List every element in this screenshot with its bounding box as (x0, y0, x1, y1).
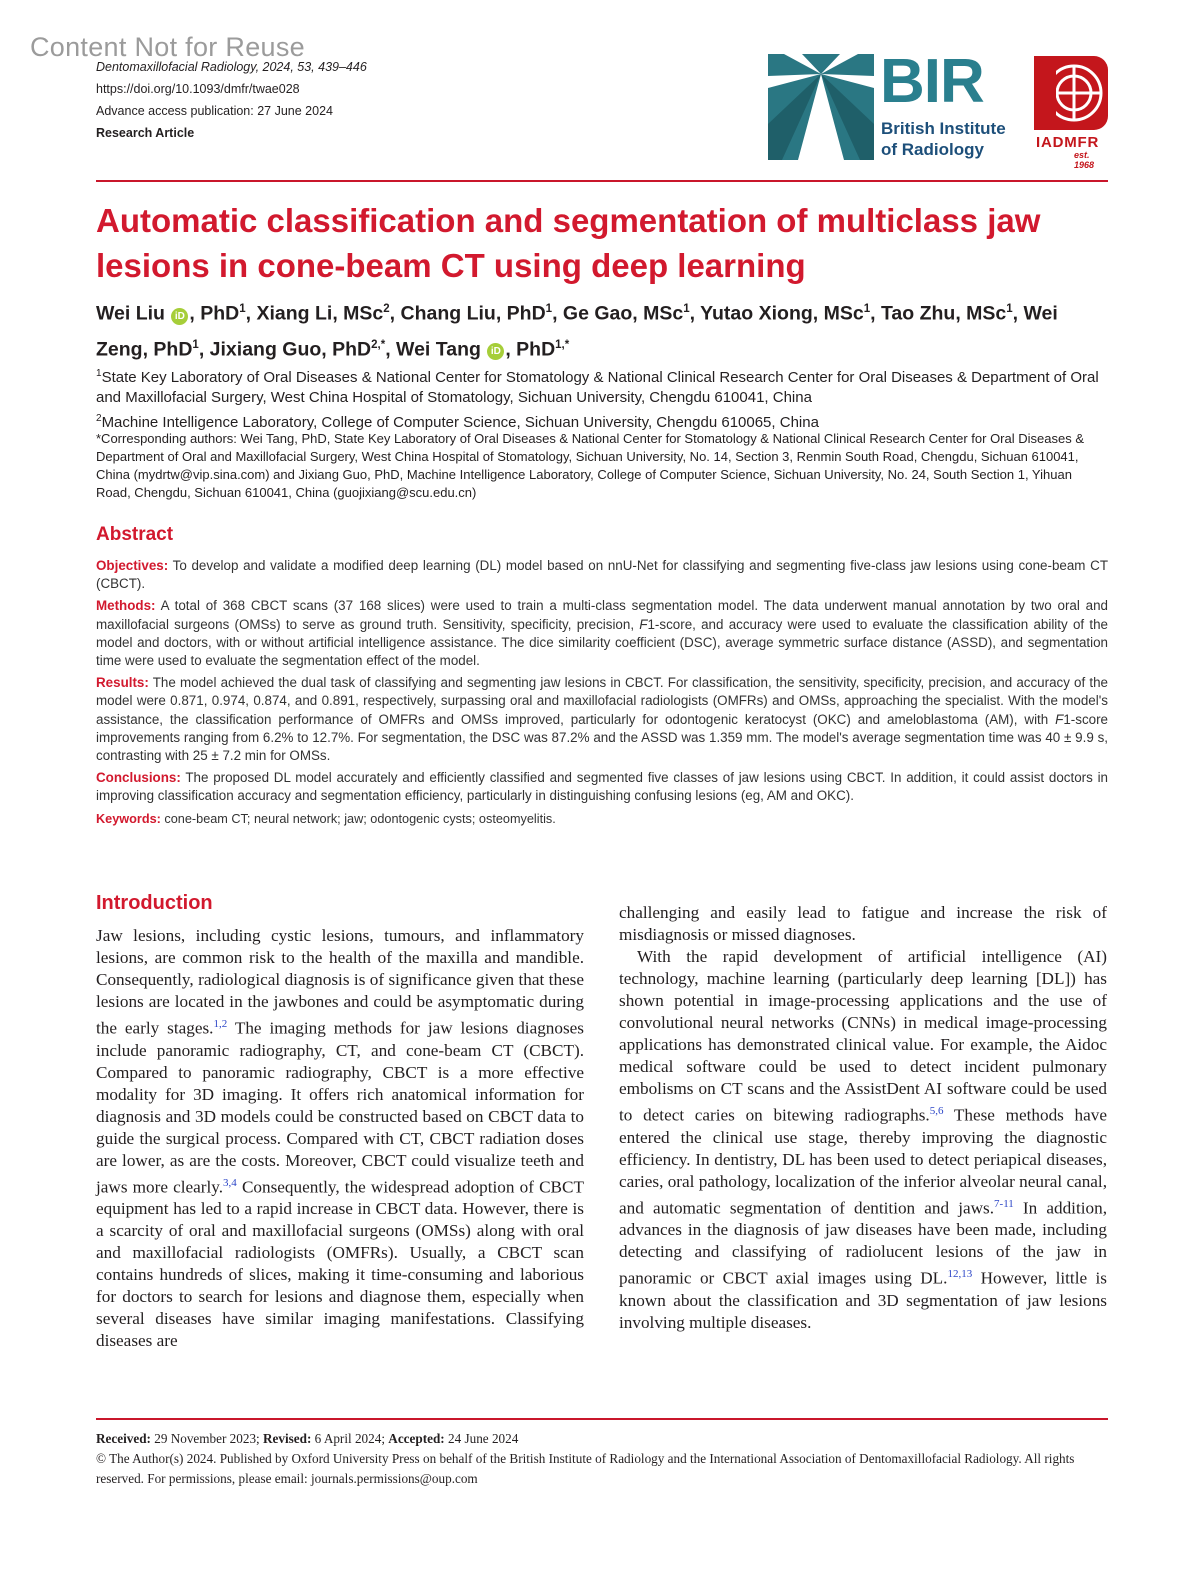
introduction-left-column (96, 925, 584, 1352)
watermark: Content Not for Reuse (30, 32, 305, 62)
affiliation-1: $^1$State Key Laboratory of Oral Diseases & National Center for Stomatology & National Clinical Research Center for Oral Diseases & Department of Oral and Maxillofacial Surgery, West China Hospital of Stomatology, Sichuan University, Chengdu 610041, China (96, 368, 1099, 407)
abstract-objectives: Objectives: To develop and validate a modified deep learning (DL) model based on nnU-Net for classifying and segmenting five-class jaw lesions using cone-beam CT (CBCT). (96, 558, 1108, 592)
advance-access-date: Advance access publication: 27 June 2024 (96, 104, 333, 118)
iadmfr-logo-est: est. 1968 (1074, 150, 1095, 170)
header-divider (96, 180, 1108, 182)
intro-paragraph: challenging and easily lead to fatigue and increase the risk of misdiagnosis or missed diagnoses. (619, 903, 1107, 944)
abstract-heading: Abstract (96, 524, 174, 545)
publisher-logos (768, 47, 1108, 170)
journal-citation: Dentomaxillofacial Radiology, 2024, 53, 439–446 (96, 60, 367, 74)
orcid-icon[interactable]: iD (487, 343, 504, 360)
affiliation-2: $^2$Machine Intelligence Laboratory, College of Computer Science, Sichuan University, Chengdu 610065, China (96, 412, 819, 431)
article-footer (96, 1429, 1108, 1489)
introduction-right-column (619, 902, 1107, 1334)
intro-paragraph: With the rapid development of artificial intelligence (AI) technology, machine learning (particularly deep learning [DL]) has shown potential in image-processing applications and the use of convolutional neural networks (CNNs) in medical image-processing applications has demonstrated clinical value. For example, the Aidoc medical software could be used to detect incident pulmonary embolisms on CT scans and the AssistDent AI software could be used to detect caries on bitewing radiographs.$^{5,6}$ These methods have entered the clinical use stage, thereby improving the diagnostic efficiency. In dentistry, DL has been used to detect periapical diseases, caries, oral pathology, localization of the inferior alveolar neural canal, and automatic segmentation of dentition and jaws.$^{7-11}$ In addition, advances in the diagnosis of jaw diseases have been made, including detecting and classifying of radiolucent lesions of the jaw in panoramic or CBCT axial images using DL.$^{12,13}$ However, little is known about the classification and 3D segmentation of jaw lesions involving multiple diseases. (619, 947, 1107, 1333)
author-list: Wei Liu iD , PhD$^1$, Xiang Li, MSc$^2$, Chang Liu, PhD$^1$, Ge Gao, MSc$^1$, Yutao Xiong, MSc$^1$, Tao Zhu, MSc$^1$, Wei Zeng, PhD$^1$, Jixiang Guo, PhD$^{2,*}$, Wei Tang iD , PhD$^{1,*}$ (96, 302, 1058, 360)
abstract-keywords: Keywords: cone-beam CT; neural network; jaw; odontogenic cysts; osteomyelitis. (96, 811, 556, 826)
intro-paragraph: Jaw lesions, including cystic lesions, tumours, and inflammatory lesions, are common risk to the health of the maxilla and mandible. Consequently, radiological diagnosis is of significance given that these lesions are located in the jawbones and could be asymptomatic during the early stages.$^{1,2}$ The imaging methods for jaw lesions diagnoses include panoramic radiography, CT, and cone-beam CT (CBCT). Compared to panoramic radiography, CBCT is a more effective modality for 3D imaging. It offers rich anatomical information for diagnosis and 3D models could be constructed based on CBCT data to guide the surgical process. Compared with CT, CBCT radiation doses are lower, as are the costs. Moreover, CBCT could visualize teeth and jaws more clearly.$^{3,4}$ Consequently, the widespread adoption of CBCT equipment has led to a rapid increase in CBCT data. However, there is a scarcity of oral and maxillofacial surgeons (OMSs) along with oral and maxillofacial radiologists (OMFRs). Usually, a CBCT scan contains hundreds of slices, making it time-consuming and laborious for doctors to search for lesions and diagnose them, especially when several diseases have similar imaging manifestations. Classifying diseases are (96, 926, 584, 1351)
orcid-icon[interactable]: iD (171, 308, 188, 325)
abstract-methods: Methods: A total of 368 CBCT scans (37 168 slices) were used to train a multi-class segmentation model. The data underwent manual annotation by two oral and maxillofacial surgeons (OMSs) to serve as ground truth. Sensitivity, specificity, precision, F1-score, and accuracy were used to evaluate the classification ability of the model and doctors, with or without artificial intelligence assistance. The dice similarity coefficient (DSC), average symmetric surface distance (ASSD), and segmentation time were used to evaluate the segmentation effect of the model. (96, 598, 1108, 669)
bir-logo-text: BIR (880, 47, 984, 116)
abstract-conclusions: Conclusions: The proposed DL model accurately and efficiently classified and segmented five classes of jaw lesions using CBCT. In addition, it could assist doctors in improving classification accuracy and segmentation efficiency, particularly in distinguishing confusing lesions (eg, AM and OKC). (96, 770, 1108, 804)
citation-link[interactable]: 3,4 (223, 1176, 237, 1189)
article-dates: Received: 29 November 2023; Revised: 6 April 2024; Accepted: 24 June 2024 (96, 1431, 519, 1446)
doi-link[interactable]: https://doi.org/10.1093/dmfr/twae028 (96, 82, 300, 96)
citation-link[interactable]: 5,6 (929, 1105, 944, 1117)
introduction-heading: Introduction (96, 892, 213, 914)
iadmfr-logo-mark (1034, 56, 1108, 130)
abstract-body (96, 557, 1108, 832)
iadmfr-logo-text: IADMFR (1036, 134, 1100, 151)
corresponding-authors: *Corresponding authors: Wei Tang, PhD, State Key Laboratory of Oral Diseases & National Center for Stomatology & National Clinical Research Center for Oral Diseases & Department of Oral and Maxillofacial Surgery, West China Hospital of Stomatology, Sichuan University, No. 14, Section 3, Renmin South Road, Chengdu, Sichuan 610041, China (mydrtw@vip.sina.com) and Jixiang Guo, PhD, Machine Intelligence Laboratory, College of Computer Science, Sichuan University, No. 24, South Section 1, Yihuan Road, Chengdu, Sichuan 610041, China (guojixiang@scu.edu.cn) (96, 431, 1084, 500)
copyright-notice: © The Author(s) 2024. Published by Oxford University Press on behalf of the British Institute of Radiology and the International Association of Dentomaxillofacial Radiology. All rights reserved. For permissions, please email: journals.permissions@oup.com (96, 1451, 1075, 1486)
footer-divider (96, 1418, 1108, 1420)
affiliations (96, 364, 1108, 433)
article-meta (96, 56, 367, 144)
abstract-results: Results: The model achieved the dual task of classifying and segmenting jaw lesions in CBCT. For classification, the sensitivity, specificity, precision, and accuracy of the model were 0.871, 0.974, 0.874, and 0.891, respectively, surpassing oral and maxillofacial radiologists (OMFRs) and OMSs, approaching the specialist. With the model's assistance, the classification performance of OMFRs and OMSs improved, particularly for odontogenic keratocyst (OKC) and ameloblastoma (AM), with F1-score improvements ranging from 6.2% to 12.7%. For segmentation, the DSC was 87.2% and the ASSD was 1.359 mm. The model's average segmentation time was 40 ± 9.9 s, contrasting with 25 ± 7.2 min for OMSs. (96, 675, 1108, 764)
article-title: Automatic classification and segmentation of multiclass jaw lesions in cone-beam CT using deep learning (96, 202, 1041, 284)
citation-link[interactable]: 12,13 (947, 1268, 973, 1281)
bir-logo-mark (768, 54, 874, 160)
article-type: Research Article (96, 126, 195, 140)
citation-link[interactable]: 7-11 (994, 1197, 1014, 1210)
citation-link[interactable]: 1,2 (213, 1018, 228, 1030)
bir-logo-subtitle: British Institute of Radiology (881, 119, 1006, 159)
